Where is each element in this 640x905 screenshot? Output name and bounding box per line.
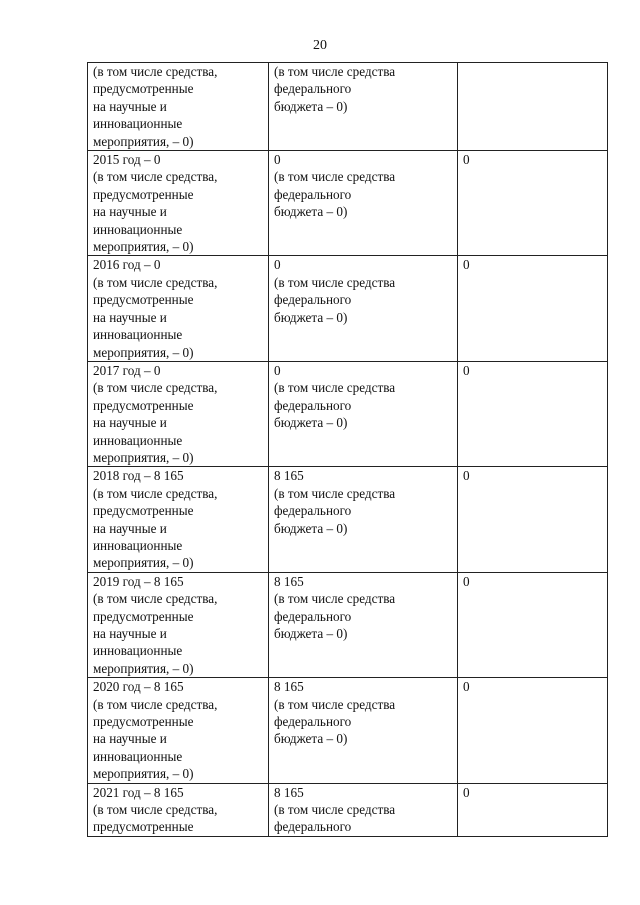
cell-line: 2019 год – 8 165 [93, 573, 184, 589]
cell-line: (в том числе средства [274, 802, 396, 818]
cell-line: предусмотренные [93, 714, 194, 730]
cell-line: 8 165 [274, 679, 304, 695]
cell-line: бюджета – 0) [274, 204, 348, 220]
federal-budget-cell [269, 783, 458, 836]
cell-line: федерального [274, 81, 352, 97]
cell-line: предусмотренные [93, 503, 194, 519]
table-row [88, 467, 608, 572]
cell-line: 2015 год – 0 [93, 152, 161, 168]
cell-line: (в том числе средства, [93, 169, 218, 185]
cell-line: мероприятия, – 0) [93, 555, 194, 571]
cell-line: 0 [274, 152, 281, 168]
cell-line: бюджета – 0) [274, 731, 348, 747]
cell-line: на научные и [93, 98, 167, 114]
cell-line: на научные и [93, 520, 167, 536]
federal-budget-cell [269, 256, 458, 361]
cell-line: на научные и [93, 204, 167, 220]
cell-line: инновационные [93, 643, 183, 659]
cell-line: 8 165 [274, 573, 304, 589]
cell-line: предусмотренные [93, 292, 194, 308]
other-sources-cell [458, 256, 608, 361]
total-funding-cell [88, 361, 269, 466]
total-funding-cell [88, 151, 269, 256]
table-row [88, 361, 608, 466]
cell-line: инновационные [93, 432, 183, 448]
other-sources-cell [458, 361, 608, 466]
other-sources-cell [458, 151, 608, 256]
other-sources-cell [458, 678, 608, 783]
cell-line: 0 [463, 257, 470, 273]
total-funding-cell [88, 467, 269, 572]
total-funding-cell [88, 678, 269, 783]
cell-line: 2021 год – 8 165 [93, 784, 184, 800]
cell-line: 0 [463, 573, 470, 589]
cell-line: федерального [274, 608, 352, 624]
other-sources-cell [458, 572, 608, 677]
total-funding-cell [88, 63, 269, 151]
cell-line: бюджета – 0) [274, 520, 348, 536]
cell-line: (в том числе средства, [93, 591, 218, 607]
table-row [88, 151, 608, 256]
cell-line: 0 [463, 152, 470, 168]
cell-line: 2018 год – 8 165 [93, 468, 184, 484]
cell-line: 0 [463, 679, 470, 695]
cell-line: предусмотренные [93, 608, 194, 624]
table-row [88, 783, 608, 836]
cell-line: бюджета – 0) [274, 626, 348, 641]
cell-line: бюджета – 0) [274, 415, 348, 431]
total-funding-cell [88, 783, 269, 836]
cell-line: 2016 год – 0 [93, 257, 161, 273]
cell-line: инновационные [93, 327, 183, 343]
table-row [88, 678, 608, 783]
federal-budget-cell [269, 151, 458, 256]
cell-line: 8 165 [274, 784, 304, 800]
cell-line: предусмотренные [93, 397, 194, 413]
federal-budget-cell [269, 361, 458, 466]
page-number: 20 [313, 38, 327, 53]
cell-line: инновационные [93, 537, 183, 553]
cell-line: (в том числе средства [274, 591, 396, 607]
federal-budget-cell [269, 63, 458, 151]
table-row [88, 572, 608, 677]
cell-line: (в том числе средства [274, 485, 396, 501]
table-row [88, 63, 608, 151]
cell-line: мероприятия, – 0) [93, 449, 194, 465]
cell-line: 8 165 [274, 468, 304, 484]
cell-line: мероприятия, – 0) [93, 766, 194, 782]
cell-line: (в том числе средства [274, 696, 396, 712]
cell-line: 0 [274, 257, 281, 273]
cell-line: мероприятия, – 0) [93, 239, 194, 255]
cell-line: мероприятия, – 0) [93, 660, 194, 676]
cell-line: инновационные [93, 116, 183, 132]
other-sources-cell [458, 467, 608, 572]
cell-line: мероприятия, – 0) [93, 344, 194, 360]
cell-line: (в том числе средства, [93, 274, 218, 290]
total-funding-cell [88, 572, 269, 677]
cell-line: 0 [463, 362, 470, 378]
other-sources-cell [458, 783, 608, 836]
cell-line: (в том числе средства [274, 380, 396, 396]
cell-line: бюджета – 0) [274, 309, 348, 325]
cell-line: (в том числе средства, [93, 485, 218, 501]
cell-line: (в том числе средства [274, 169, 396, 185]
cell-line: (в том числе средства [274, 64, 396, 79]
cell-line: на научные и [93, 626, 167, 641]
cell-line: 0 [463, 784, 470, 800]
funding-table-body [88, 63, 608, 837]
cell-line: инновационные [93, 748, 183, 764]
table-row [88, 256, 608, 361]
cell-line: федерального [274, 819, 352, 835]
cell-line: федерального [274, 503, 352, 519]
cell-line: (в том числе средства [274, 274, 396, 290]
cell-line: предусмотренные [93, 186, 194, 202]
cell-line: федерального [274, 292, 352, 308]
cell-line: 0 [463, 468, 470, 484]
cell-line: 2020 год – 8 165 [93, 679, 184, 695]
other-sources-cell [458, 63, 608, 151]
cell-line: (в том числе средства, [93, 380, 218, 396]
cell-line: (в том числе средства, [93, 802, 218, 818]
cell-line: бюджета – 0) [274, 98, 348, 114]
cell-line: федерального [274, 397, 352, 413]
total-funding-cell [88, 256, 269, 361]
cell-line: мероприятия, – 0) [93, 133, 194, 149]
cell-line: инновационные [93, 221, 183, 237]
cell-line: на научные и [93, 731, 167, 747]
cell-line: 0 [274, 362, 281, 378]
cell-line: на научные и [93, 415, 167, 431]
cell-line: федерального [274, 714, 352, 730]
cell-line: (в том числе средства, [93, 696, 218, 712]
cell-line: 2017 год – 0 [93, 362, 161, 378]
cell-line: на научные и [93, 309, 167, 325]
cell-line: предусмотренные [93, 819, 194, 835]
funding-table [87, 62, 608, 837]
cell-line: (в том числе средства, [93, 64, 218, 79]
cell-line: предусмотренные [93, 81, 194, 97]
federal-budget-cell [269, 678, 458, 783]
federal-budget-cell [269, 572, 458, 677]
federal-budget-cell [269, 467, 458, 572]
cell-line: федерального [274, 186, 352, 202]
